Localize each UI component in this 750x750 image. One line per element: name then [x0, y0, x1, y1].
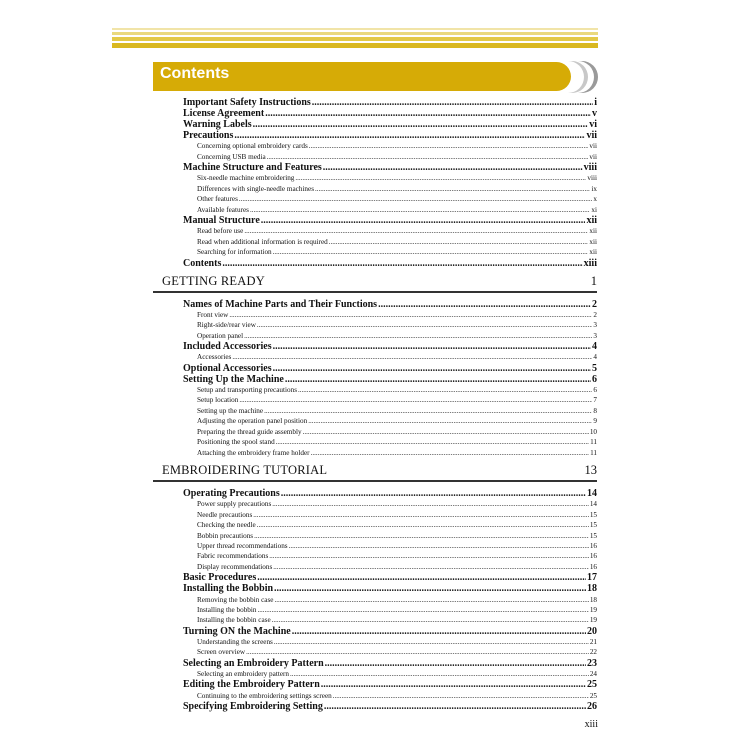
dot-leader [274, 595, 588, 605]
toc-entry-page: viii [583, 162, 597, 174]
toc-entry-title: Installing the bobbin [197, 606, 257, 614]
toc-entry-page: 25 [587, 679, 597, 691]
toc-entry-title: Selecting an Embroidery Pattern [183, 657, 324, 669]
chapter-title: GETTING READY [162, 273, 265, 288]
toc-subsection-entry[interactable] [153, 647, 597, 657]
toc-entry-page: 18 [587, 583, 597, 595]
toc-entry-page: 8 [593, 406, 597, 415]
decorative-stripes [112, 28, 598, 48]
toc-entry-title: Included Accessories [183, 341, 272, 353]
toc-entry-title: Differences with single-needle machines [197, 184, 315, 193]
toc-subsection-entry[interactable] [153, 595, 597, 605]
stripe [112, 32, 598, 35]
toc-entry-page: xiii [583, 257, 597, 269]
toc-entry-page: i [594, 97, 597, 108]
toc-entry-page: 15 [589, 510, 597, 519]
toc-entry-page: 6 [593, 385, 597, 394]
toc-entry-title: Turning ON the Machine [183, 625, 291, 637]
toc-entry-page: 9 [593, 417, 597, 426]
toc-subsection-entry[interactable] [153, 448, 597, 458]
toc-subsection-entry[interactable] [153, 194, 597, 204]
stripe [112, 28, 598, 30]
toc-entry-page: 2 [593, 310, 597, 319]
toc-entry-title: Other features [197, 195, 238, 204]
toc-subsection-entry[interactable] [153, 562, 597, 572]
toc-subsection-entry[interactable] [153, 226, 597, 236]
toc-entry-page: viii [587, 174, 597, 183]
toc-entry-page: vii [589, 142, 597, 151]
toc-subsection-entry[interactable] [153, 173, 597, 183]
toc-entry-title: Concerning optional embroidery cards [197, 142, 308, 151]
toc-subsection-entry[interactable] [153, 352, 597, 362]
toc-entry-page: 19 [589, 606, 597, 614]
toc-subsection-entry[interactable] [153, 141, 597, 151]
dot-leader [295, 173, 586, 183]
toc-subsection-entry[interactable] [153, 331, 597, 341]
toc-entry-page: 15 [589, 531, 597, 540]
toc-subsection-entry[interactable] [153, 427, 597, 437]
toc-entry-title: Removing the bobbin case [197, 595, 274, 604]
toc-subsection-entry[interactable] [153, 406, 597, 416]
dot-leader [232, 352, 592, 362]
toc-entry-page: 17 [587, 572, 597, 584]
toc-entry-title: Specifying Embroidering Setting [183, 701, 323, 712]
toc-entry-title: Precautions [183, 130, 234, 142]
toc-entry-title: Upper thread recommendations [197, 542, 288, 550]
toc-entry-title: Contents [183, 257, 222, 269]
toc-entry-page: 2 [592, 298, 597, 310]
toc-entry-title: Preparing the thread guide assembly [197, 427, 302, 436]
dot-leader [308, 416, 592, 426]
toc-entry-page: 14 [587, 488, 597, 500]
toc-entry-page: v [592, 108, 597, 120]
toc-entry-page: 4 [592, 341, 597, 353]
toc-entry-title: Positioning the spool stand [197, 438, 275, 447]
toc-entry-title: Setup and transporting precautions [197, 385, 298, 394]
dot-leader [311, 448, 590, 458]
toc-entry-title: Needle precautions [197, 510, 253, 519]
toc-entry-page: xii [589, 248, 597, 257]
toc-entry-page: 19 [589, 616, 597, 625]
toc-entry-page: 22 [589, 648, 597, 657]
dot-leader [222, 258, 582, 270]
toc-subsection-entry[interactable] [153, 395, 597, 405]
dot-leader [276, 437, 589, 447]
toc-entry-title: Selecting an embroidery pattern [197, 670, 290, 678]
toc-subsection-entry[interactable] [153, 437, 597, 447]
dot-leader [258, 605, 589, 615]
chapter-heading[interactable] [153, 462, 597, 478]
toc-entry-title: Display recommendations [197, 562, 273, 571]
toc-entry-title: License Agreement [183, 108, 265, 120]
dot-leader [298, 385, 592, 395]
toc-subsection-entry[interactable] [153, 385, 597, 395]
dot-leader [267, 152, 589, 162]
toc-entry-page: 16 [589, 542, 597, 550]
toc-entry-title: Machine Structure and Features [183, 162, 322, 174]
toc-entry-page: 5 [592, 362, 597, 374]
toc-subsection-entry[interactable] [153, 205, 597, 215]
toc-entry-title: Setting up the machine [197, 406, 264, 415]
toc-entry-title: Available features [197, 205, 249, 214]
toc-entry-title: Installing the Bobbin [183, 583, 274, 595]
toc-entry-page: vi [589, 119, 597, 131]
chapter-rule [153, 291, 597, 293]
chapter-heading[interactable] [153, 273, 597, 289]
toc-entry-title: Operating Precautions [183, 488, 280, 500]
toc-entry-page: 23 [587, 657, 597, 669]
dot-leader [272, 499, 589, 509]
toc-entry-title: Important Safety Instructions [183, 97, 311, 108]
toc-subsection-entry[interactable] [153, 615, 597, 625]
toc-entry-page: 21 [589, 638, 597, 646]
toc-subsection-entry[interactable] [153, 247, 597, 257]
dot-leader [257, 320, 593, 330]
toc-subsection-entry[interactable] [153, 320, 597, 330]
toc-subsection-entry[interactable] [153, 237, 597, 247]
toc-entry-title: Read when additional information is required [197, 237, 328, 246]
dot-leader [315, 184, 590, 194]
toc-entry-page: 24 [589, 670, 597, 678]
toc-subsection-entry[interactable] [153, 637, 597, 647]
dot-leader [303, 427, 589, 437]
toc-entry-page: 4 [593, 353, 597, 362]
toc-subsection-entry[interactable] [153, 310, 597, 320]
toc-entry-title: Names of Machine Parts and Their Functions [183, 298, 378, 310]
toc-entry-page: 11 [590, 448, 597, 457]
toc-entry-title: Basic Procedures [183, 572, 257, 584]
dot-leader [269, 551, 589, 561]
toc-subsection-entry[interactable] [153, 605, 597, 615]
dot-leader [257, 520, 589, 530]
dot-leader [324, 701, 586, 713]
dot-leader [239, 194, 592, 204]
toc-section-entry[interactable] [153, 701, 597, 713]
toc-entry-page: 7 [593, 396, 597, 405]
toc-section-entry[interactable] [153, 258, 597, 270]
toc-entry-title: Checking the needle [197, 521, 256, 530]
toc-entry-page: xi [591, 205, 597, 214]
toc-subsection-entry[interactable] [153, 691, 597, 701]
chapter-page: 1 [590, 273, 597, 288]
toc-entry-title: Fabric recommendations [197, 552, 269, 561]
toc-entry-page: 10 [589, 427, 597, 436]
toc-subsection-entry[interactable] [153, 531, 597, 541]
dot-leader [239, 395, 592, 405]
toc-entry-page: 16 [589, 552, 597, 561]
dot-leader [254, 531, 589, 541]
toc-entry-title: Continuing to the embroidering settings screen [197, 691, 332, 700]
toc-entry-title: Setup location [197, 396, 239, 405]
toc-entry-title: Adjusting the operation panel position [197, 417, 308, 426]
dot-leader [272, 615, 589, 625]
toc-entry-title: Right-side/rear view [197, 321, 256, 330]
toc-entry-title: Front view [197, 310, 229, 319]
stripe [112, 43, 598, 48]
toc-entry-title: Six-needle machine embroidering [197, 174, 295, 183]
toc-entry-page: vii [586, 130, 597, 142]
chapter-title: EMBROIDERING TUTORIAL [162, 463, 328, 478]
dot-leader [253, 510, 589, 520]
toc-entry-title: Manual Structure [183, 215, 260, 227]
toc-entry-page: 6 [592, 373, 597, 385]
dot-leader [274, 637, 589, 647]
toc-entry-title: Editing the Embroidery Pattern [183, 679, 320, 691]
toc-subsection-entry[interactable] [153, 184, 597, 194]
toc-entry-title: Setting Up the Machine [183, 373, 284, 385]
toc-entry-page: 25 [589, 691, 597, 700]
toc-entry-title: Warning Labels [183, 119, 252, 131]
toc-entry-page: xii [589, 227, 597, 236]
toc-entry-title: Attaching the embroidery frame holder [197, 448, 310, 457]
toc-entry-title: Bobbin precautions [197, 531, 254, 540]
toc-entry-page: 11 [590, 438, 597, 447]
toc-subsection-entry[interactable] [153, 551, 597, 561]
toc-entry-title: Accessories [197, 353, 232, 362]
dot-leader [329, 237, 589, 247]
toc-entry-page: 15 [589, 521, 597, 530]
toc-entry-page: vii [589, 152, 597, 161]
toc-subsection-entry[interactable] [153, 510, 597, 520]
toc-subsection-entry[interactable] [153, 152, 597, 162]
toc-subsection-entry[interactable] [153, 416, 597, 426]
dot-leader [273, 247, 589, 257]
toc-entry-page: 26 [587, 701, 597, 712]
decorative-arc-icon [566, 60, 602, 94]
page-title: Contents [160, 65, 230, 82]
dot-leader [264, 406, 592, 416]
dot-leader [246, 647, 589, 657]
dot-leader [290, 669, 589, 679]
dot-leader [250, 205, 590, 215]
toc-subsection-entry[interactable] [153, 669, 597, 679]
toc-entry-title: Optional Accessories [183, 362, 272, 374]
dot-leader [273, 562, 589, 572]
toc-entry-page: 3 [593, 321, 597, 330]
toc-entry-title: Screen overview [197, 648, 246, 657]
toc-subsection-entry[interactable] [153, 541, 597, 551]
toc-entry-title: Searching for information [197, 248, 272, 257]
contents-header-bar [153, 62, 571, 91]
dot-leader [244, 331, 592, 341]
dot-leader [289, 541, 589, 551]
toc-subsection-entry[interactable] [153, 499, 597, 509]
toc-entry-title: Operation panel [197, 331, 244, 340]
toc-entry-page: xii [589, 237, 597, 246]
toc-subsection-entry[interactable] [153, 520, 597, 530]
chapter-rule [153, 480, 597, 482]
toc-entry-title: Installing the bobbin case [197, 616, 271, 625]
toc-entry-page: 20 [587, 625, 597, 637]
dot-leader [244, 226, 588, 236]
toc-entry-title: Read before use [197, 227, 244, 236]
toc-entry-page: 18 [589, 595, 597, 604]
chapter-page: 13 [584, 463, 597, 478]
toc-entry-page: xii [586, 215, 597, 227]
toc-entry-page: ix [591, 184, 597, 193]
toc-entry-page: 16 [589, 562, 597, 571]
toc-entry-page: 3 [593, 331, 597, 340]
toc-entry-page: 14 [589, 500, 597, 509]
dot-leader [333, 691, 589, 701]
toc-entry-page: x [593, 195, 597, 204]
toc-entry-title: Power supply precautions [197, 500, 272, 509]
dot-leader [309, 141, 589, 151]
stripe [112, 37, 598, 41]
toc-entry-title: Understanding the screens [197, 638, 273, 646]
toc-entry-title: Concerning USB media [197, 152, 266, 161]
page-number: xiii [584, 719, 598, 730]
dot-leader [229, 310, 592, 320]
